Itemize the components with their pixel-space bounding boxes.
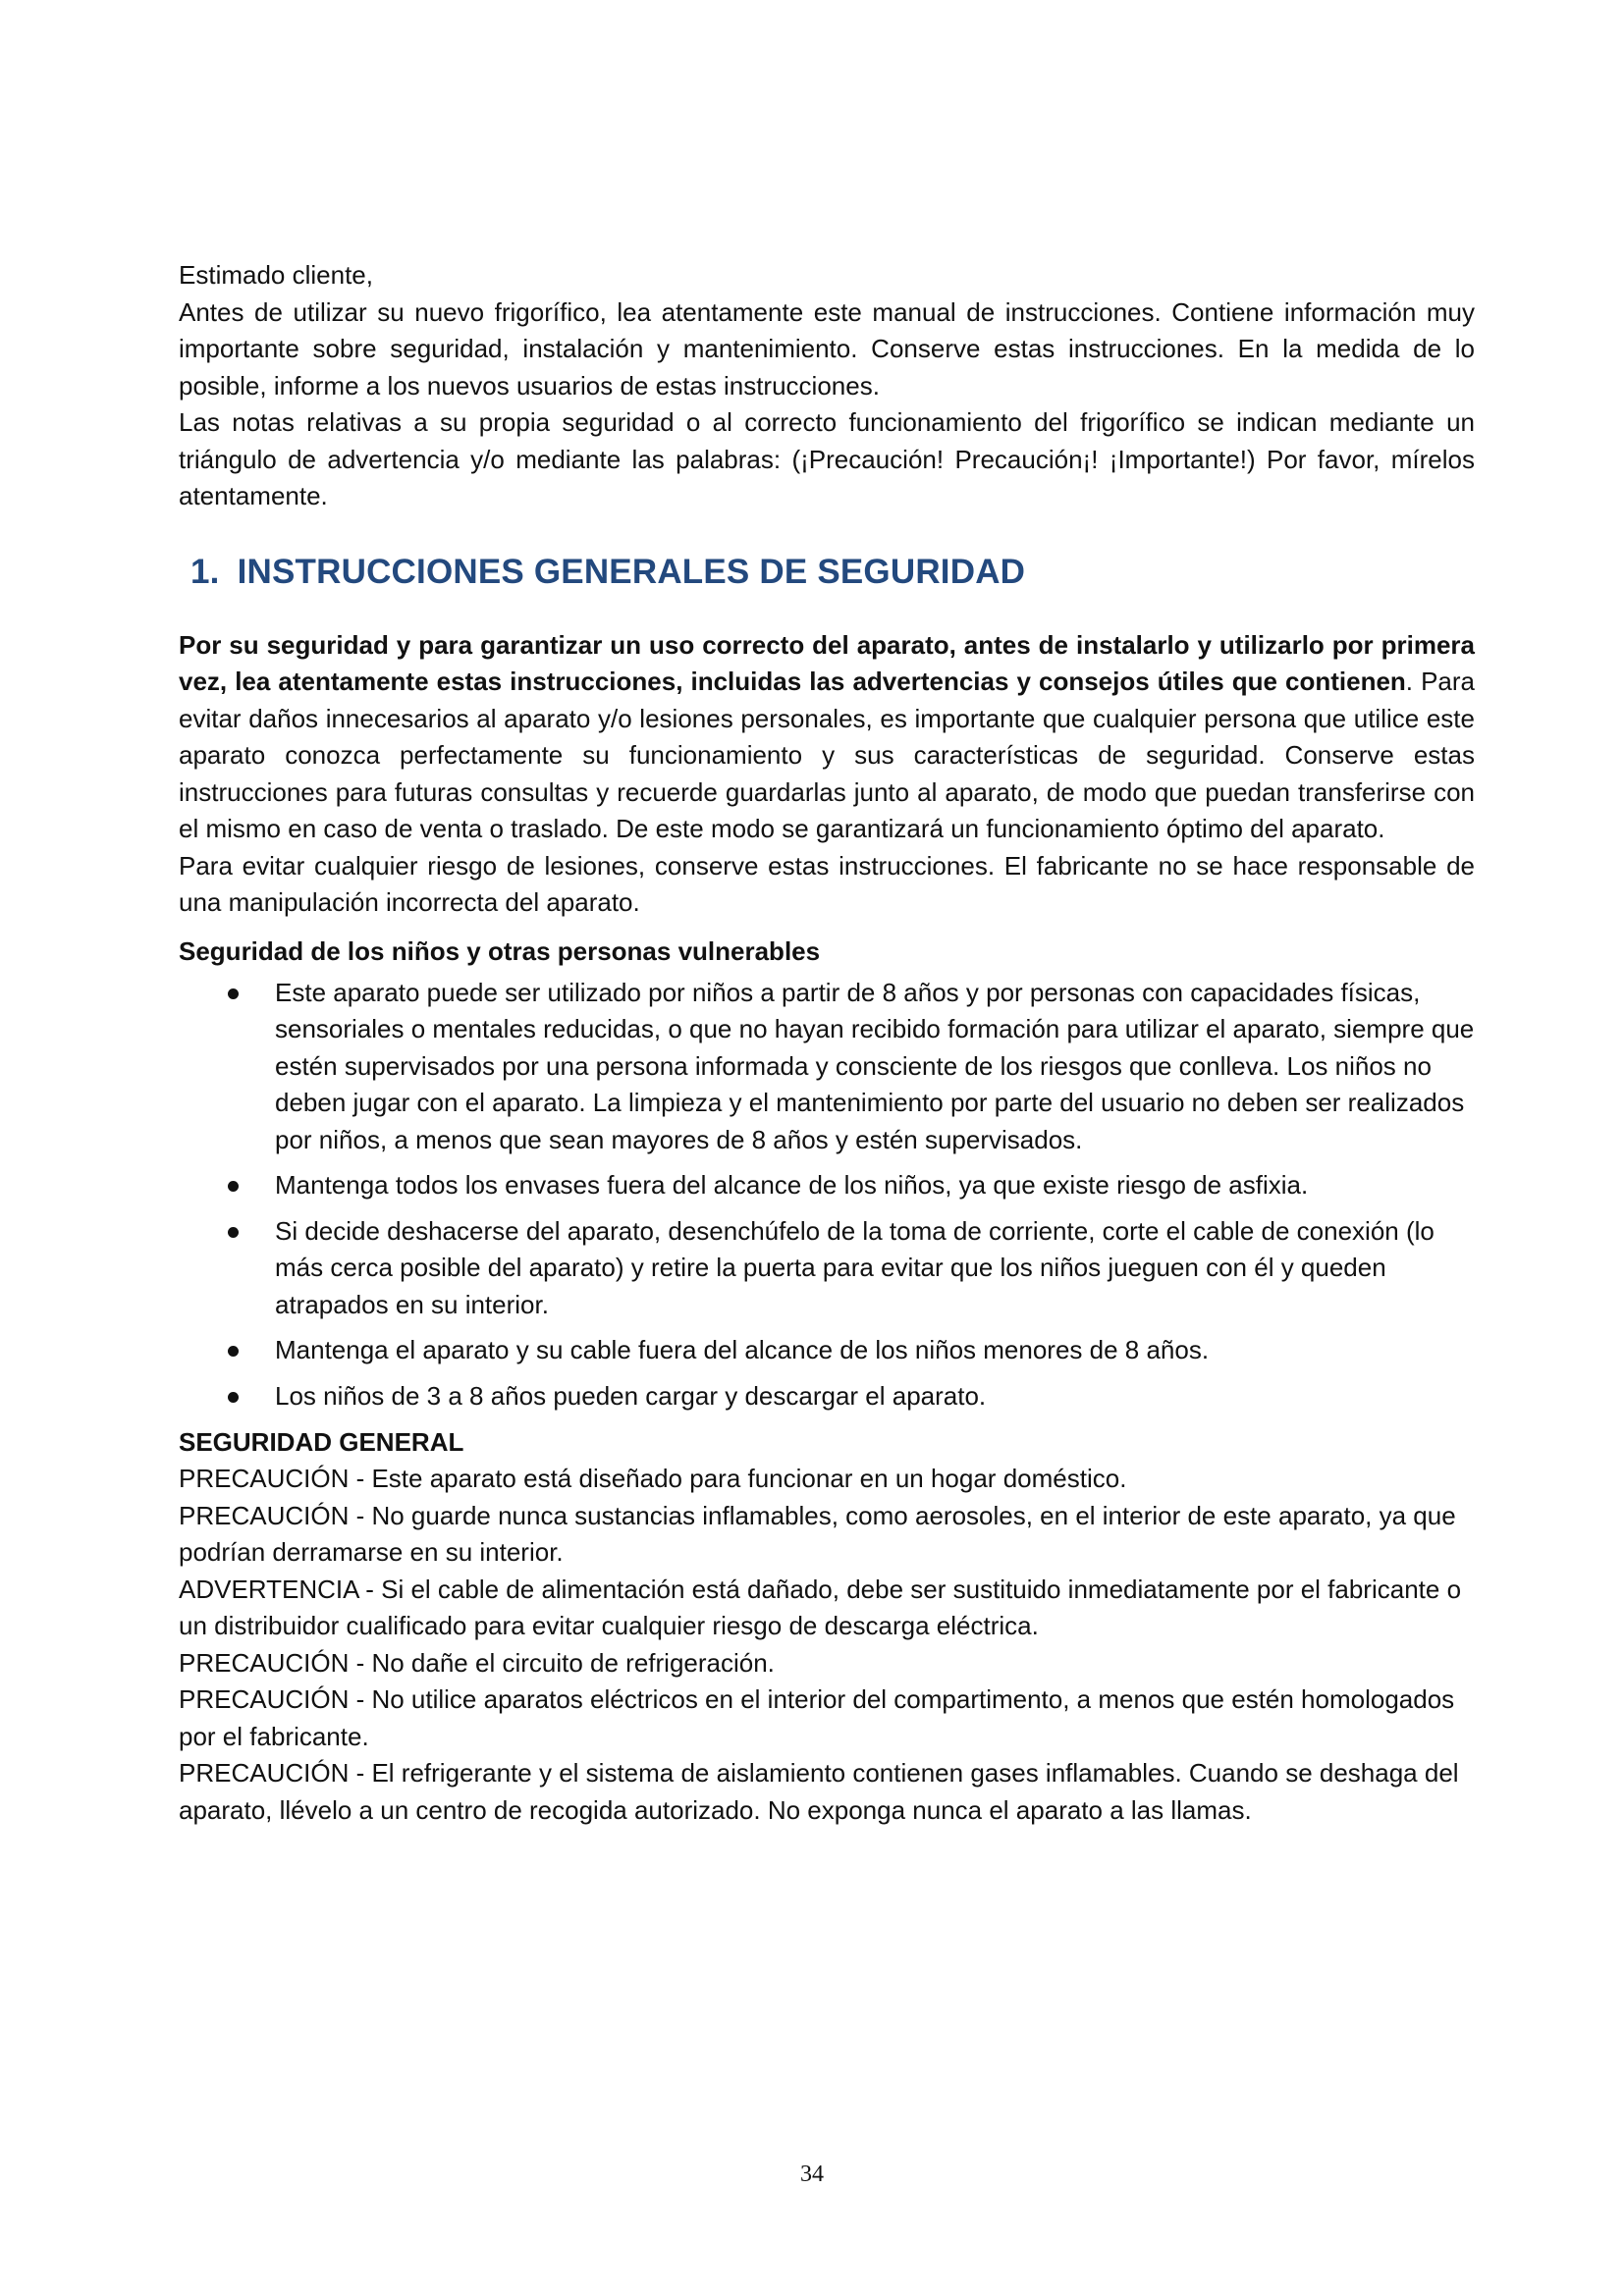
general-safety-title: SEGURIDAD GENERAL bbox=[179, 1427, 464, 1457]
section-number: 1. bbox=[190, 552, 220, 591]
bullet-icon bbox=[228, 1227, 239, 1238]
section-heading bbox=[179, 551, 1475, 594]
page-number: 34 bbox=[800, 2162, 824, 2187]
list-item: Mantenga todos los envases fuera del alcance de los niños, ya que existe riesgo de asfixia. bbox=[179, 1167, 1475, 1204]
page-content bbox=[179, 257, 1475, 1829]
greeting: Estimado cliente, bbox=[179, 260, 373, 290]
general-safety-line: PRECAUCIÓN - El refrigerante y el sistema de aislamiento contienen gases inflamables. Cuando se deshaga del aparato, llévelo a un centro de recogida autorizado. No exponga nunca el aparato a las llamas. bbox=[179, 1758, 1459, 1825]
section-lead-rest: . Para evitar daños innecesarios al aparato y/o lesiones personales, es importante que cualquier persona que utilice este aparato conozca perfectamente su funcionamiento y sus características de seguridad. Conserve estas instrucciones para futuras consultas y recuerde guardarlas junto al aparato, de modo que puedan transferirse con el mismo en caso de venta o traslado. De este modo se garantizará un funcionamiento óptimo del aparato. bbox=[179, 667, 1475, 843]
list-item: Este aparato puede ser utilizado por niños a partir de 8 años y por personas con capacidades físicas, sensoriales o mentales reducidas, o que no hayan recibido formación para utilizar el aparato, siempre que estén supervisados por una persona informada y consciente de los riesgos que conlleva. Los niños no deben jugar con el aparato. La limpieza y el mantenimiento por parte del usuario no deben ser realizados por niños, a menos que sean mayores de 8 años y estén supervisados. bbox=[179, 975, 1475, 1159]
bullet-icon bbox=[228, 988, 239, 999]
bullet-icon bbox=[228, 1346, 239, 1357]
section-title: INSTRUCCIONES GENERALES DE SEGURIDAD bbox=[237, 552, 1026, 591]
intro-paragraph: Antes de utilizar su nuevo frigorífico, lea atentamente este manual de instrucciones. Contiene información muy importante sobre seguridad, instalación y mantenimiento. Conserve estas instrucciones. En la medida de lo posible, informe a los nuevos usuarios de estas instrucciones. bbox=[179, 296, 1475, 400]
children-safety-title: Seguridad de los niños y otras personas vulnerables bbox=[179, 935, 821, 966]
general-safety-line: PRECAUCIÓN - No utilice aparatos eléctricos en el interior del compartimento, a menos que estén homologados por el fabricante. bbox=[179, 1684, 1455, 1751]
bullet-icon bbox=[228, 1392, 239, 1403]
general-safety-line: PRECAUCIÓN - No dañe el circuito de refrigeración. bbox=[179, 1647, 775, 1678]
list-item: Mantenga el aparato y su cable fuera del alcance de los niños menores de 8 años. bbox=[179, 1332, 1475, 1369]
general-safety-line: PRECAUCIÓN - No guarde nunca sustancias inflamables, como aerosoles, en el interior de este aparato, ya que podrían derramarse en su interior. bbox=[179, 1500, 1456, 1567]
manufacturer-paragraph: Para evitar cualquier riesgo de lesiones, conserve estas instrucciones. El fabricante no se hace responsable de una manipulación incorrecta del aparato. bbox=[179, 850, 1475, 917]
list-item: Los niños de 3 a 8 años pueden cargar y descargar el aparato. bbox=[179, 1378, 1475, 1415]
bullet-icon bbox=[228, 1181, 239, 1192]
safety-notes-paragraph: Las notas relativas a su propia seguridad o al correcto funcionamiento del frigorífico se indican mediante un triángulo de advertencia y/o mediante las palabras: (¡Precaución! Precaución¡! ¡Importante!) Por favor, mírelos atentamente. bbox=[179, 407, 1475, 510]
general-safety-line: ADVERTENCIA - Si el cable de alimentación está dañado, debe ser sustituido inmediatamente por el fabricante o un distribuidor cualificado para evitar cualquier riesgo de descarga eléctrica. bbox=[179, 1574, 1462, 1640]
list-item: Si decide deshacerse del aparato, desenchúfelo de la toma de corriente, corte el cable de conexión (lo más cerca posible del aparato) y retire la puerta para evitar que los niños jueguen con él y queden atrapados en su interior. bbox=[179, 1213, 1475, 1324]
section-lead-paragraph bbox=[179, 627, 1475, 848]
section-lead-bold: Por su seguridad y para garantizar un uso correcto del aparato, antes de instalarlo y utilizarlo por primera vez, lea atentamente estas instrucciones, incluidas las advertencias y consejos útiles que contienen bbox=[179, 629, 1475, 696]
children-safety-list bbox=[179, 975, 1475, 1415]
general-safety-line: PRECAUCIÓN - Este aparato está diseñado para funcionar en un hogar doméstico. bbox=[179, 1464, 1127, 1493]
